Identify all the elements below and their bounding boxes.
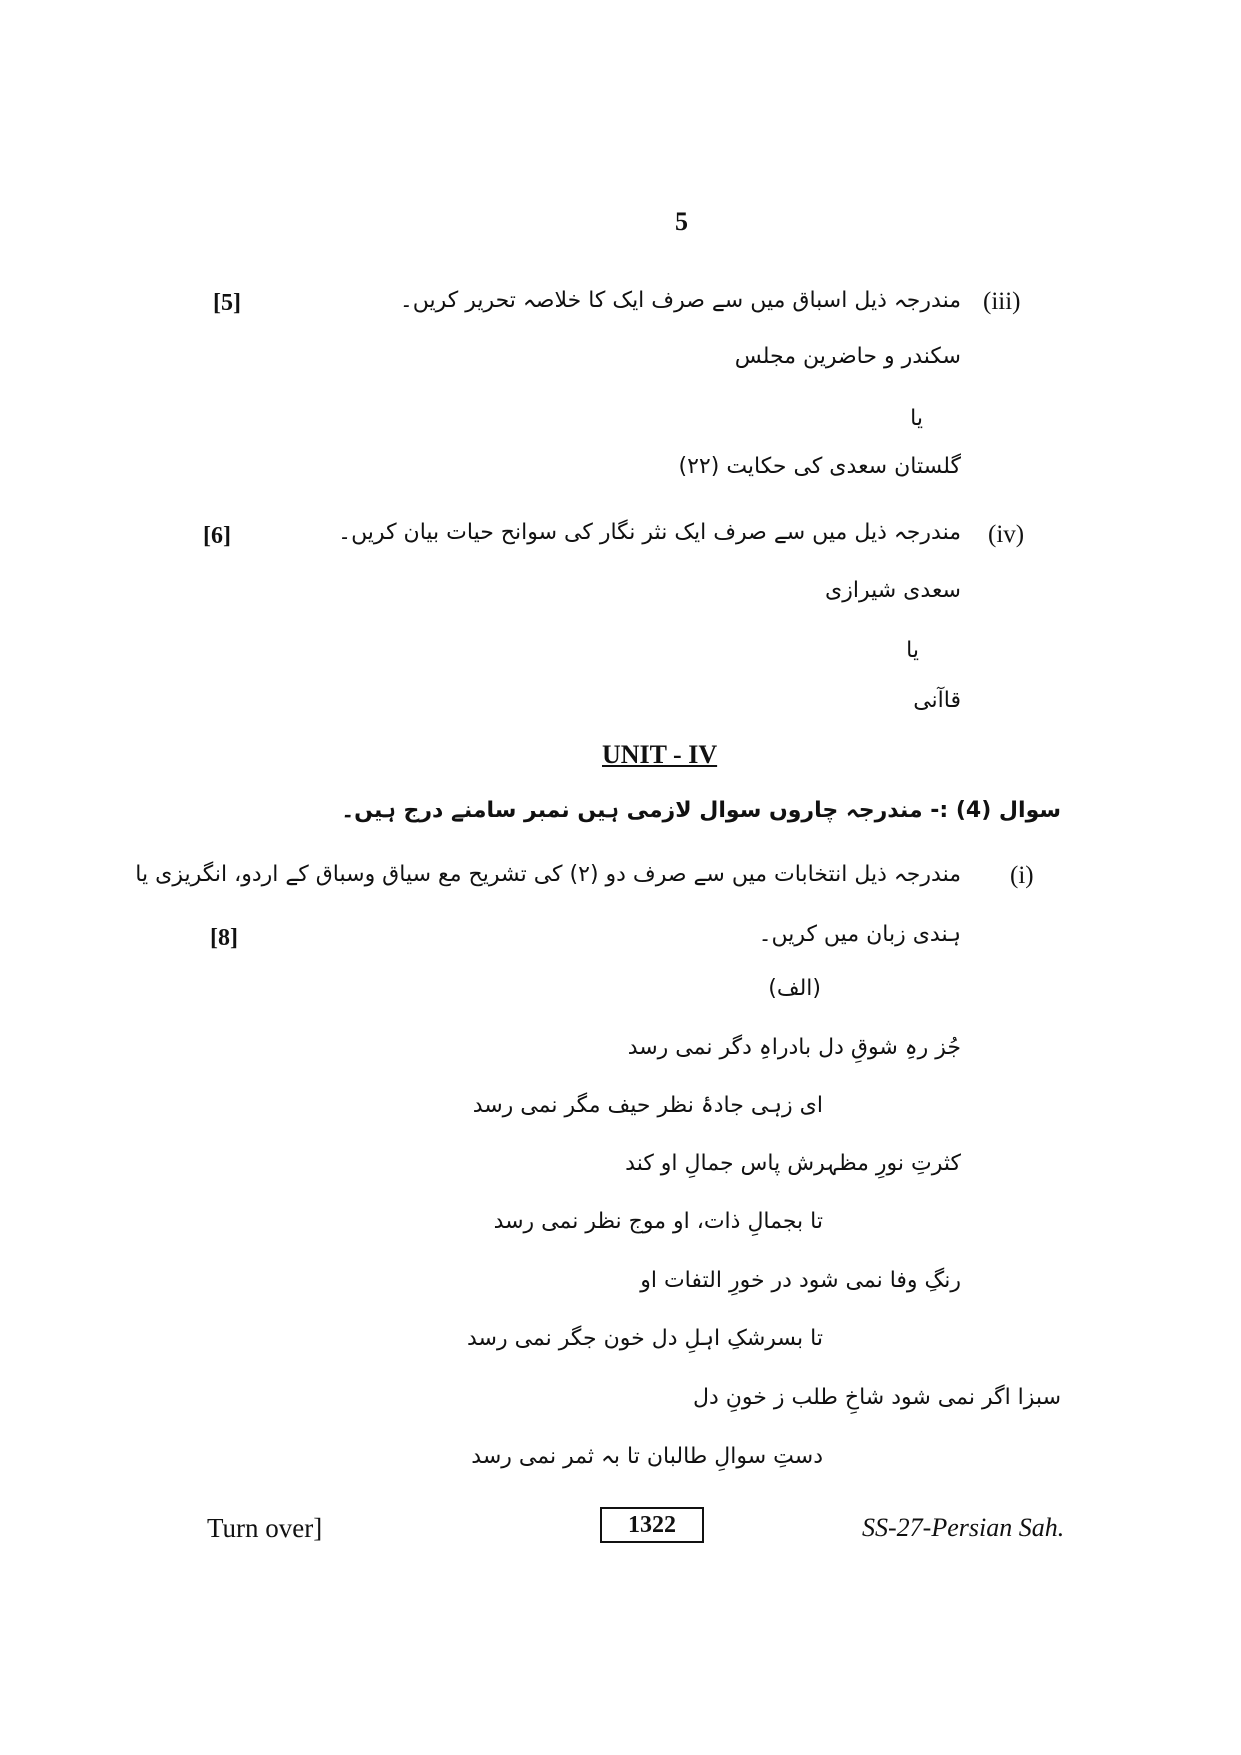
page-number: 5 [675,207,688,236]
question-iv-option-1: سعدی شیرازی [825,578,961,603]
verse-line: تا بجمالِ ذات، او موج نظر نمی رسد [493,1209,823,1234]
question-4-i-marks: [8] [210,925,238,951]
question-iii-marks: [5] [213,290,241,316]
question-4-label: سوال (4) :- مندرجہ چاروں سوال لازمی ہیں نمبر سامنے درج ہیں۔ [341,798,1061,823]
question-iii-number: (iii) [983,288,1021,315]
verse-line: دستِ سوالِ طالبان تا بہ ثمر نمی رسد [471,1444,823,1469]
question-iv-number: (iv) [988,521,1025,548]
question-4-i-number: (i) [1010,862,1034,889]
question-iii-option-1: سکندر و حاضرین مجلس [734,344,961,369]
question-iii-text: مندرجہ ذیل اسباق میں سے صرف ایک کا خلاصہ تحریر کریں۔ [399,288,961,313]
verse-line: ای زہی جادۂ نظر حیف مگر نمی رسد [472,1093,823,1118]
verse-line: جُز رہِ شوقِ دل بادراہِ دگر نمی رسد [627,1035,961,1060]
verse-line: رنگِ وفا نمی شود در خورِ التفات او [640,1268,961,1293]
page-code-box: 1322 [600,1507,704,1543]
question-iv-marks: [6] [203,523,231,549]
question-4-i-line-2: ہندی زبان میں کریں۔ [758,922,961,947]
turn-over-text: Turn over] [207,1513,323,1543]
question-iii-option-2: گلستان سعدی کی حکایت (۲۲) [678,454,961,479]
question-iv-option-2: قاآنی [913,688,961,713]
section-alif: (الف) [768,976,821,1001]
unit-heading: UNIT - IV [602,740,718,769]
question-iii-or: یا [910,406,923,431]
paper-code: SS-27-Persian Sah. [862,1513,1065,1542]
verse-line: کثرتِ نورِ مظہرش پاس جمالِ او کند [625,1151,961,1176]
question-iv-text: مندرجہ ذیل میں سے صرف ایک نثر نگار کی سوانح حیات بیان کریں۔ [338,520,961,545]
question-4-i-line-1: مندرجہ ذیل انتخابات میں سے صرف دو (۲) کی تشریح مع سیاق وسباق کے اردو، انگریزی یا [135,862,961,887]
question-iv-or: یا [906,638,919,663]
verse-line: سبزا اگر نمی شود شاخِ طلب ز خونِ دل [692,1385,1061,1410]
verse-line: تا بسرشکِ اہلِ دل خون جگر نمی رسد [466,1326,823,1351]
